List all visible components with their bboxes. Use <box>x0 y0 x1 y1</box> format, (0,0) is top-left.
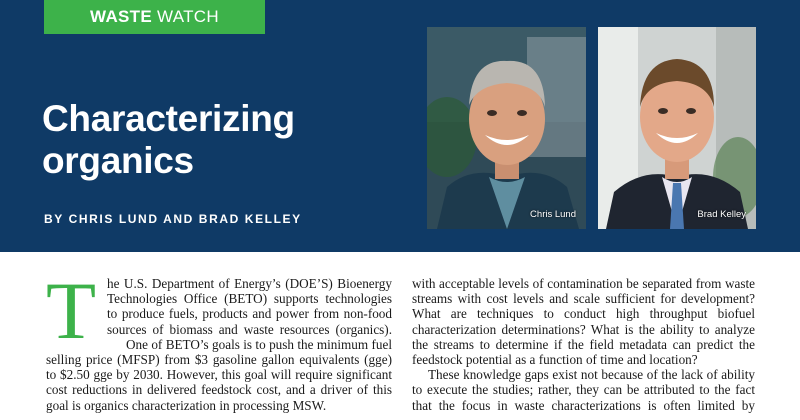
body-line: with acceptable levels of contamination be separated from waste <box>412 276 755 291</box>
title-line-2: organics <box>42 140 194 181</box>
article-column-2 <box>412 276 755 413</box>
portrait-image <box>598 27 756 229</box>
body-line: to execute the studies; rather, they can be attributed to the fact <box>412 382 755 398</box>
body-line: to $2.50 gge by 2030. However, this goal will require significant <box>46 367 392 383</box>
portrait-image <box>427 27 586 229</box>
body-line: Technologies Office (BETO) supports technologies <box>107 291 392 307</box>
body-line: feedstock potential as a function of time and location? <box>412 352 698 368</box>
body-line: to produce fuels, products and power from non-food <box>107 306 392 322</box>
body-line: he U.S. Department of Energy’s (DOE’S) Bioenergy <box>107 276 392 291</box>
photo-caption: Chris Lund <box>530 209 576 220</box>
body-line: cost reductions in delivered feedstock cost, and a driver of this <box>46 382 392 398</box>
body-line: streams with cost levels and scale sufficient for development? <box>412 291 755 307</box>
author-photo-chris-lund <box>427 27 586 229</box>
body-line: These knowledge gaps exist not because of the lack of ability <box>428 367 755 383</box>
drop-cap: T <box>46 265 97 356</box>
body-line: that the focus in waste characterizations is often limited by <box>412 397 755 413</box>
article-title <box>42 98 382 182</box>
title-line-1: Characterizing <box>42 98 295 139</box>
byline: BY CHRIS LUND AND BRAD KELLEY <box>44 212 302 226</box>
body-line: selling price (MFSP) from $3 gasoline gallon equivalents (gge) <box>46 352 392 368</box>
body-line: What are techniques to conduct high throughput biofuel <box>412 306 755 322</box>
body-line: characterization determinations? What is the ability to analyze <box>412 321 755 337</box>
body-line: the streams to determine if the field metadata can predict the <box>412 336 755 352</box>
body-line: One of BETO’s goals is to push the minimum fuel <box>126 336 392 352</box>
body-line: sources of biomass and waste resources (organics). <box>107 321 392 337</box>
section-tag-rest: WATCH <box>157 7 219 26</box>
article-column-1 <box>46 265 392 413</box>
photo-caption: Brad Kelley <box>697 209 746 220</box>
body-line: goal is organics characterization in processing MSW. <box>46 397 327 413</box>
section-tag-bold: WASTE <box>90 7 152 26</box>
section-tag <box>44 0 265 34</box>
author-photo-brad-kelley <box>598 27 756 229</box>
